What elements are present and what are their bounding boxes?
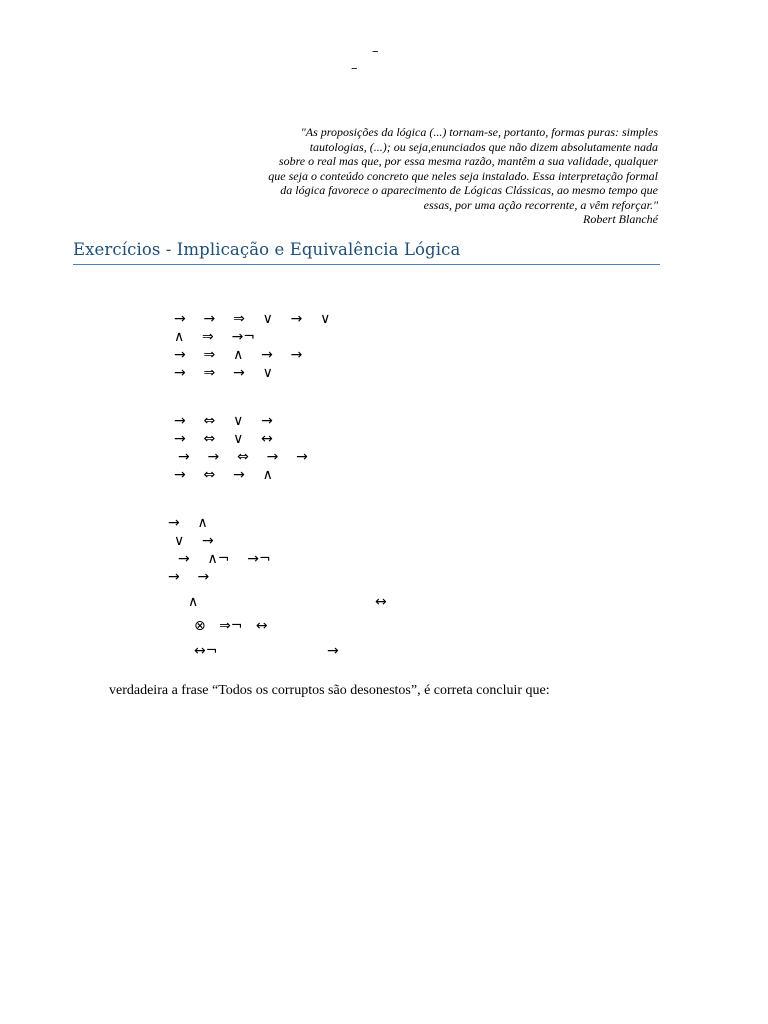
epigraph-line: tautologias, (...); ou seja,enunciados que não dizem absolutamente nada	[309, 139, 658, 154]
exercise-line: → → ⇔ → →	[178, 449, 308, 465]
exercise-line: → → ⇒ ∨ → ∨	[174, 311, 331, 327]
exercise-line: → ⇒ → ∨	[174, 365, 273, 381]
exercise-line: ∨ →	[174, 533, 214, 549]
exercise-line: → ⇒ ∧ → →	[174, 347, 303, 363]
question-text: verdadeira a frase “Todos os corruptos são desonestos”, é correta concluir que:	[109, 683, 550, 698]
section-heading: Exercícios - Implicação e Equivalência Lógica	[73, 240, 660, 265]
epigraph-line: "As proposições da lógica (...) tornam-se, portanto, formas puras: simples	[300, 125, 658, 139]
exercise-line: → ∧	[168, 515, 208, 531]
epigraph-line: sobre o real mas que, por essa mesma razão, mantêm a sua validade, qualquer	[278, 154, 658, 168]
epigraph-line: que seja o conteúdo concreto que neles seja instalado. Essa interpretação formal	[268, 168, 658, 183]
epigraph-line: essas, por uma ação recorrente, a vêm reforçar."	[423, 197, 658, 212]
epigraph-author: Robert Blanché	[583, 212, 658, 226]
exercise-line: → ⇔ → ∧	[174, 467, 273, 483]
exercise-line: → ∧¬ →¬	[178, 551, 271, 567]
epigraph-line: da lógica favorece o aparecimento de Lógicas Clássicas, ao mesmo tempo que	[280, 183, 658, 197]
exercise-line: ∧	[188, 594, 199, 610]
exercise-line: ↔¬	[194, 643, 218, 659]
exercise-line: → ⇔ ∨ ↔	[174, 431, 273, 447]
epigraph-quote	[198, 125, 658, 227]
exercise-line: ⊗ ⇒¬ ↔	[194, 618, 268, 634]
exercise-line: →	[327, 643, 339, 659]
top-dash-1: –	[372, 44, 379, 59]
exercise-line: → ⇔ ∨ →	[174, 413, 273, 429]
exercise-line: ∧ ⇒ →¬	[174, 329, 256, 345]
top-dash-2: –	[351, 61, 358, 76]
exercise-line: → →	[168, 569, 210, 585]
exercise-line: ↔	[375, 594, 387, 610]
